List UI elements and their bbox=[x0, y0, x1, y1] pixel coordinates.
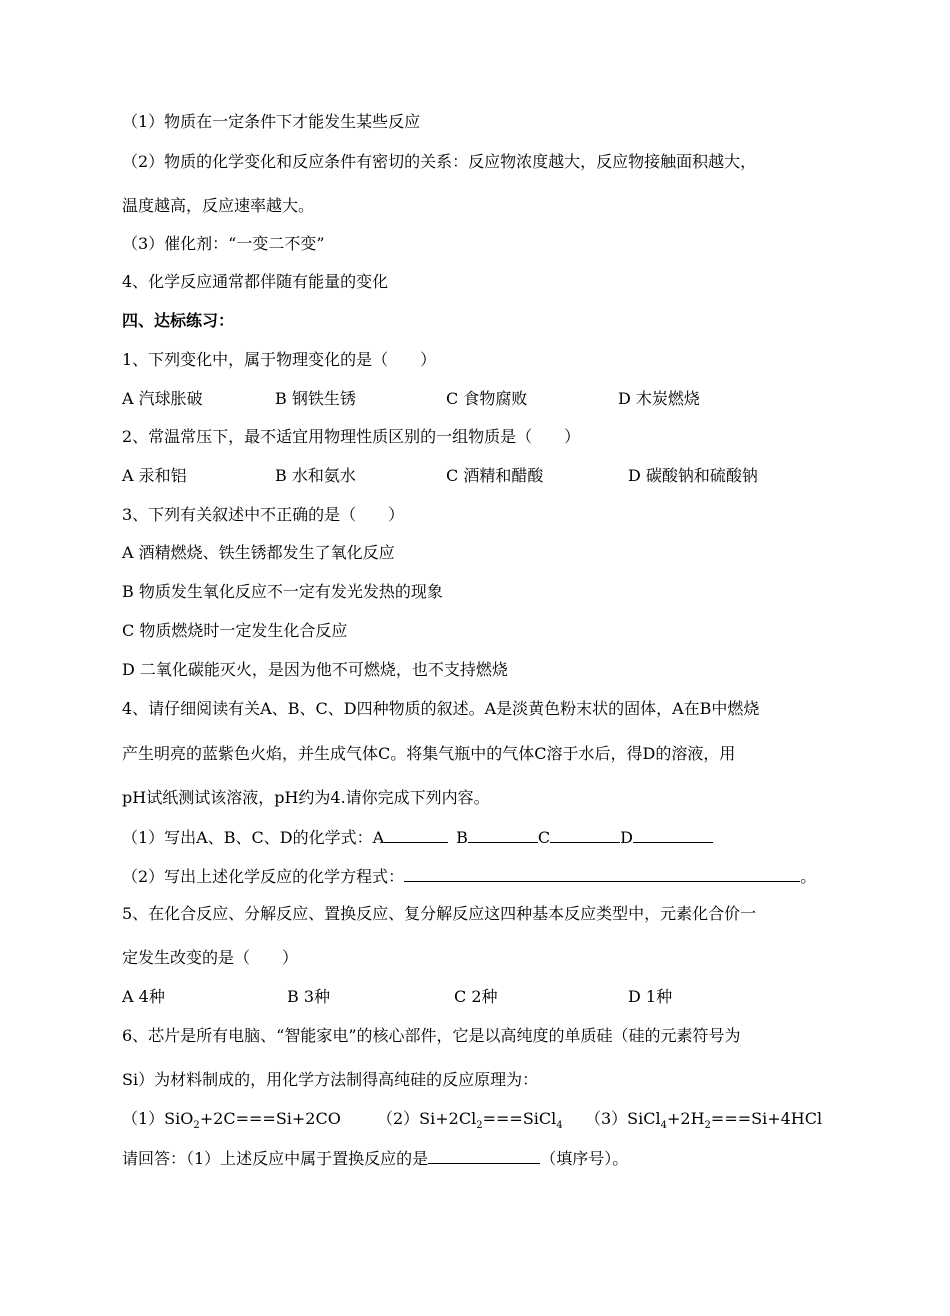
answer-blank-b[interactable] bbox=[468, 826, 538, 843]
q1-option-a: A 汽球胀破 bbox=[122, 389, 203, 408]
answer-blank-d[interactable] bbox=[633, 826, 713, 843]
q4-label-c: C bbox=[537, 828, 551, 847]
reaction-3-sub2: 2 bbox=[704, 1120, 711, 1132]
reaction-2-b: ===SiCl bbox=[482, 1109, 557, 1128]
q1-option-b: B 钢铁生锈 bbox=[275, 389, 356, 408]
reaction-2-a: （2）Si+2Cl bbox=[377, 1109, 477, 1128]
q5-line-1: 5、在化合反应、分解反应、置换反应、复分解反应这四种基本反应类型中，元素化合价一 bbox=[122, 904, 757, 923]
reaction-2-sub2: 4 bbox=[556, 1120, 563, 1132]
reaction-3-a: （3）SiCl bbox=[585, 1109, 661, 1128]
q6-answer-line bbox=[122, 1147, 628, 1170]
reaction-3 bbox=[585, 1108, 822, 1130]
energy-line: 4、化学反应通常都伴随有能量的变化 bbox=[122, 272, 389, 291]
q3-option-b: B 物质发生氧化反应不一定有发光发热的现象 bbox=[122, 582, 443, 601]
q5-option-b: B 3种 bbox=[287, 987, 331, 1006]
condition-line-2b: 温度越高，反应速率越大。 bbox=[122, 196, 315, 215]
q1-option-c: C 食物腐败 bbox=[446, 389, 528, 408]
q1-option-d: D 木炭燃烧 bbox=[618, 389, 700, 408]
q6-answer-end: （填序号）。 bbox=[540, 1149, 629, 1168]
q4-label-d: D bbox=[620, 828, 633, 847]
q4-label-b: B bbox=[456, 828, 468, 847]
condition-line-2a: （2）物质的化学变化和反应条件有密切的关系：反应物浓度越大，反应物接触面积越大， bbox=[122, 152, 757, 171]
reaction-1 bbox=[122, 1108, 341, 1130]
q6-answer-label: 请回答：（1）上述反应中属于置换反应的是 bbox=[122, 1149, 429, 1168]
answer-blank-a[interactable] bbox=[384, 826, 448, 843]
q2-option-c: C 酒精和醋酸 bbox=[446, 466, 544, 485]
section-title: 四、达标练习： bbox=[122, 311, 235, 330]
q1-stem: 1、下列变化中，属于物理变化的是（ ） bbox=[122, 350, 437, 369]
answer-blank-substitution[interactable] bbox=[428, 1147, 540, 1164]
reaction-3-sub: 4 bbox=[660, 1120, 667, 1132]
q4-line-1: 4、请仔细阅读有关A、B、C、D四种物质的叙述。A是淡黄色粉末状的固体，A在B中燃烧 bbox=[122, 699, 760, 718]
reaction-1-sub: 2 bbox=[193, 1120, 200, 1132]
q6-line-2: Si）为材料制成的，用化学方法制得高纯硅的反应原理为： bbox=[122, 1070, 539, 1089]
q5-option-c: C 2种 bbox=[454, 987, 498, 1006]
q2-option-a: A 汞和铝 bbox=[122, 466, 187, 485]
q3-option-c: C 物质燃烧时一定发生化合反应 bbox=[122, 621, 348, 640]
q6-line-1: 6、芯片是所有电脑、“智能家电”的核心部件，它是以高纯度的单质硅（硅的元素符号为 bbox=[122, 1026, 741, 1045]
q5-option-d: D 1种 bbox=[628, 987, 673, 1006]
q3-option-d: D 二氧化碳能灭火，是因为他不可燃烧，也不支持燃烧 bbox=[122, 660, 508, 679]
q4-sub2 bbox=[122, 865, 816, 888]
reaction-3-c: ===Si+4HCl bbox=[710, 1109, 823, 1128]
q5-option-a: A 4种 bbox=[122, 987, 165, 1006]
q2-stem: 2、常温常压下，最不适宜用物理性质区别的一组物质是（ ） bbox=[122, 427, 581, 446]
answer-blank-equation[interactable] bbox=[404, 865, 800, 882]
q4-sub2-end: 。 bbox=[800, 867, 817, 886]
q2-option-b: B 水和氨水 bbox=[275, 466, 356, 485]
q2-option-d: D 碳酸钠和硫酸钠 bbox=[628, 466, 758, 485]
q3-option-a: A 酒精燃烧、铁生锈都发生了氧化反应 bbox=[122, 543, 395, 562]
condition-line-1: （1）物质在一定条件下才能发生某些反应 bbox=[122, 112, 421, 131]
reaction-1-a: （1）SiO bbox=[122, 1109, 194, 1128]
q4-line-3: pH试纸测试该溶液，pH约为4.请你完成下列内容。 bbox=[122, 788, 490, 807]
q4-sub1-label: （1）写出A、B、C、D的化学式：A bbox=[122, 828, 385, 847]
q4-line-2: 产生明亮的蓝紫色火焰，并生成气体C。将集气瓶中的气体C溶于水后，得D的溶液，用 bbox=[122, 744, 736, 763]
q4-sub2-label: （2）写出上述化学反应的化学方程式： bbox=[122, 867, 405, 886]
q5-line-2: 定发生改变的是（ ） bbox=[122, 948, 299, 967]
q3-stem: 3、下列有关叙述中不正确的是（ ） bbox=[122, 505, 405, 524]
catalyst-line: （3）催化剂：“一变二不变” bbox=[122, 234, 325, 253]
answer-blank-c[interactable] bbox=[550, 826, 620, 843]
reaction-2-sub: 2 bbox=[476, 1120, 483, 1132]
reaction-1-b: +2C===Si+2CO bbox=[199, 1109, 341, 1128]
q4-sub1 bbox=[122, 826, 713, 849]
reaction-3-b: +2H bbox=[667, 1109, 705, 1128]
reaction-2 bbox=[377, 1108, 563, 1130]
